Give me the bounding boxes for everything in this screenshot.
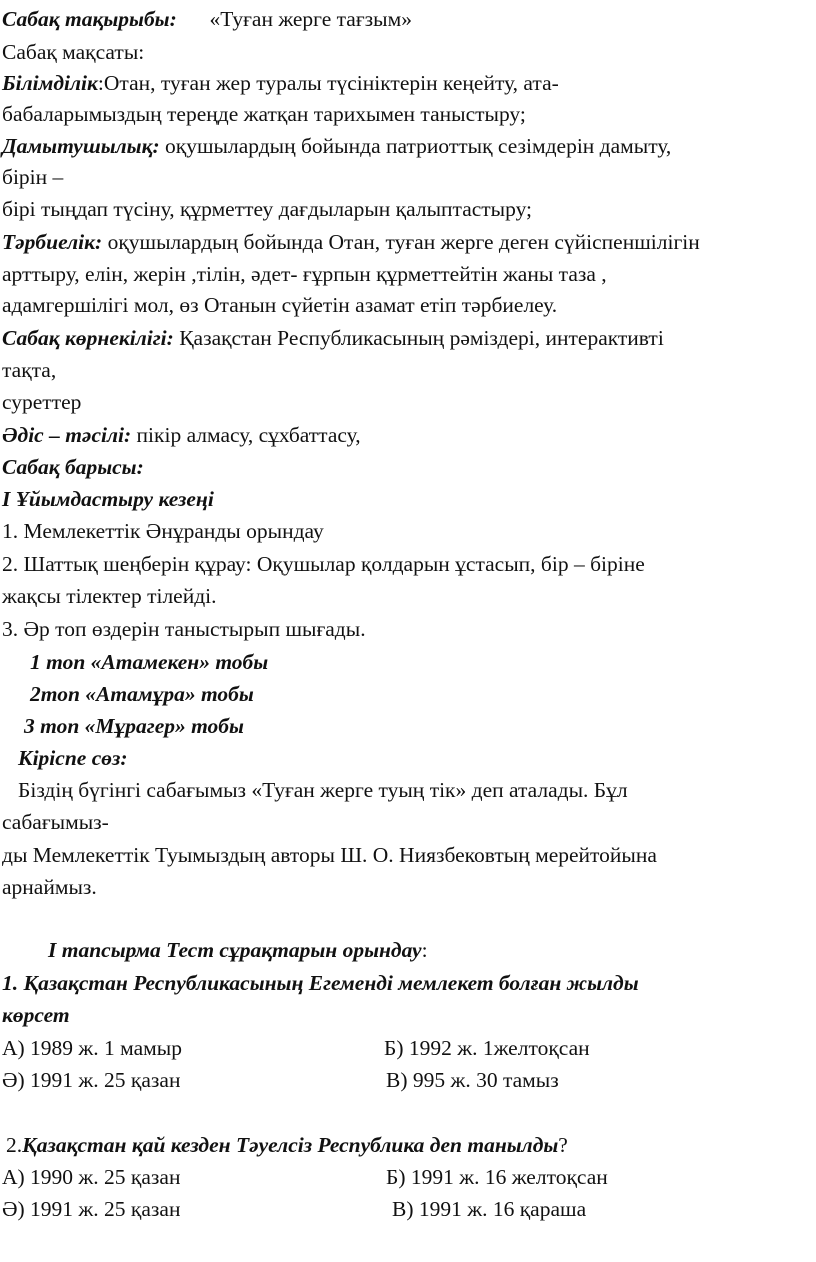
goal-moral-label: Тәрбиелік:: [2, 230, 103, 254]
topic-value: «Туған жерге тағзым»: [209, 7, 412, 31]
visuals-text-3: суреттер: [2, 390, 82, 414]
question-2: [6, 1132, 568, 1158]
goal-development-label: Дамытушылық:: [2, 134, 160, 158]
q2-option-d: В) 1991 ж. 16 қараша: [392, 1197, 587, 1221]
step-3: 3. Әр топ өздерін таныстырып шығады.: [2, 617, 366, 641]
lesson-progress-title: Сабақ барысы:: [2, 455, 144, 479]
goal-education-line: [2, 70, 559, 96]
method-line: [2, 422, 361, 448]
task-1-title: І тапсырма Тест сұрақтарын орындау: [48, 938, 422, 962]
visuals-text-2: тақта,: [2, 358, 57, 382]
step-2: 2. Шаттық шеңберін құрау: Оқушылар қолдарын ұстасып, бір – біріне: [2, 552, 645, 576]
q1-option-b: Б) 1992 ж. 1желтоқсан: [384, 1036, 590, 1060]
group-1: 1 топ «Атамекен» тобы: [30, 650, 269, 674]
q2-option-b: Б) 1991 ж. 16 желтоқсан: [386, 1165, 608, 1189]
goal-development-text-3: бірі тыңдап түсіну, құрметтеу дағдыларын қалыптастыру;: [2, 197, 533, 221]
q1-option-c: Ә) 1991 ж. 25 қазан: [2, 1068, 181, 1092]
goal-development-text-2: бірін –: [2, 165, 64, 189]
visuals-text: Қазақстан Республикасының рәміздері, интерактивті: [173, 326, 664, 350]
method-label: Әдіс – тәсілі:: [2, 423, 132, 447]
goal-moral-text: оқушылардың бойында Отан, туған жерге деген сүйіспеншілігін: [102, 230, 700, 254]
question-2-qmark: ?: [558, 1133, 568, 1157]
question-2-number: 2.: [6, 1133, 23, 1157]
stage-organization-title: І Ұйымдастыру кезеңі: [2, 487, 214, 511]
question-1: 1. Қазақстан Республикасының Егеменді мемлекет болған жылды: [2, 971, 639, 995]
intro-text-2: сабағымыз-: [2, 810, 109, 834]
step-1: 1. Мемлекеттік Әнұранды орындау: [2, 519, 324, 543]
goal-moral-text-3: адамгершілігі мол, өз Отанын сүйетін азамат етіп тәрбиелеу.: [2, 293, 558, 317]
method-text: пікір алмасу, сұхбаттасу,: [131, 423, 361, 447]
intro-text-4: арнаймыз.: [2, 875, 97, 899]
goal-moral-line: [2, 229, 700, 255]
goal-development-text: оқушылардың бойында патриоттық сезімдерін дамыту,: [159, 134, 672, 158]
question-1-cont: көрсет: [2, 1003, 70, 1027]
question-2-text: Қазақстан қай кезден Тәуелсіз Республика деп танылды: [22, 1133, 559, 1157]
task-1-colon: :: [421, 938, 428, 962]
group-2: 2топ «Атамұра» тобы: [30, 682, 254, 706]
intro-label: Кіріспе сөз:: [18, 746, 128, 770]
goal-education-text: :Отан, туған жер туралы түсініктерін кеңейту, ата-: [97, 71, 559, 95]
goal-education-label: Білімділік: [2, 71, 98, 95]
visuals-label: Сабақ көрнекілігі:: [2, 326, 174, 350]
task-1-title-line: [48, 937, 428, 963]
visuals-line: [2, 325, 664, 351]
goal-development-line: [2, 133, 671, 159]
step-2-cont: жақсы тілектер тілейді.: [2, 584, 217, 608]
topic-line: [2, 6, 412, 32]
q1-option-d: В) 995 ж. 30 тамыз: [386, 1068, 559, 1092]
goal-moral-text-2: арттыру, елін, жерін ,тілін, әдет- ғұрпын құрметтейтін жаны таза ,: [2, 262, 607, 286]
q2-option-c: Ә) 1991 ж. 25 қазан: [2, 1197, 181, 1221]
group-3: 3 топ «Мұрагер» тобы: [24, 714, 244, 738]
q1-option-a: А) 1989 ж. 1 мамыр: [2, 1036, 182, 1060]
intro-text-1: Біздің бүгінгі сабағымыз «Туған жерге туың тік» деп аталады. Бұл: [18, 778, 628, 802]
intro-text-3: ды Мемлекеттік Туымыздың авторы Ш. О. Ниязбековтың мерейтойына: [2, 843, 657, 867]
goal-education-text-2: бабаларымыздың тереңде жатқан тарихымен таныстыру;: [2, 102, 526, 126]
topic-label: Сабақ тақырыбы:: [2, 7, 177, 31]
q2-option-a: А) 1990 ж. 25 қазан: [2, 1165, 181, 1189]
goals-label: Сабақ мақсаты:: [2, 40, 145, 64]
